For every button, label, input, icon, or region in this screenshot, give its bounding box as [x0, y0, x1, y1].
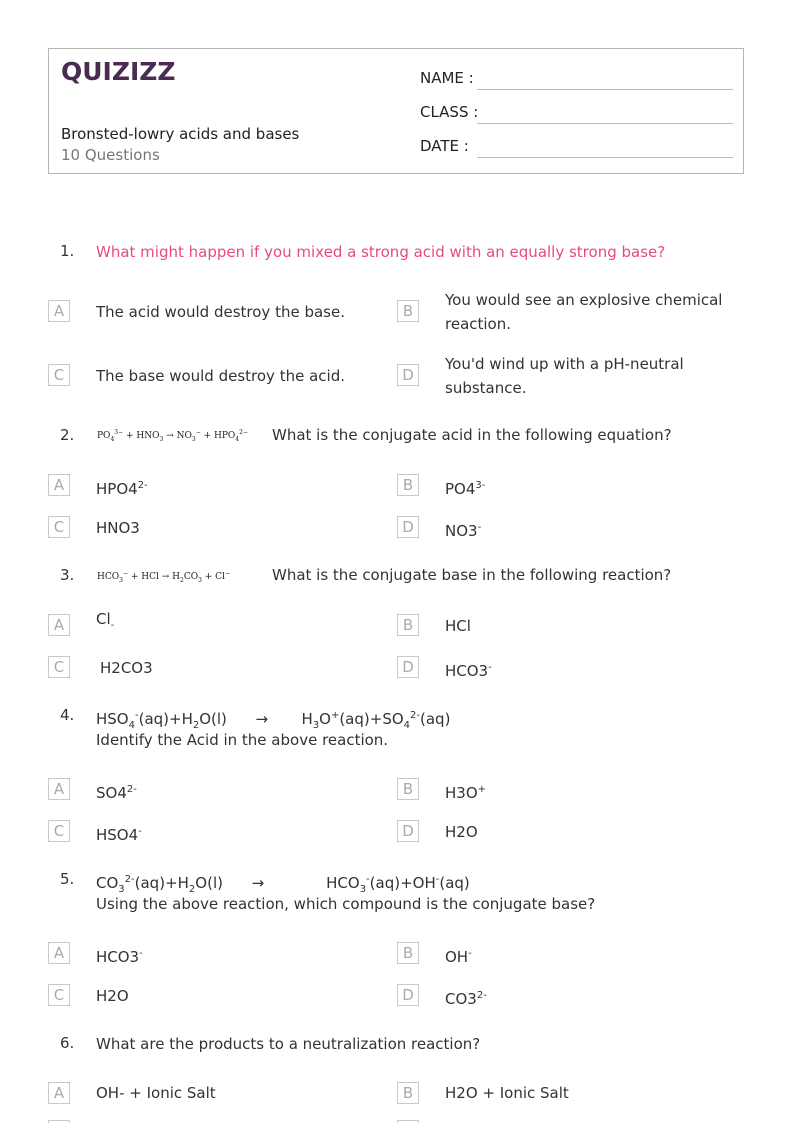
question-text: What are the products to a neutralization reaction?: [96, 1035, 481, 1053]
option-letter-a[interactable]: A: [48, 474, 70, 496]
name-field[interactable]: [477, 89, 733, 90]
option-text: H2O + Ionic Salt: [445, 1084, 569, 1102]
quizizz-logo: QUIZIZZ: [61, 57, 176, 86]
date-field[interactable]: [477, 157, 733, 158]
question-number: 2.: [60, 426, 75, 444]
equation-image: $PO_4^{3-} + HNO_3 \to NO_3^- + HPO_4^{2-}$: [97, 429, 248, 443]
question-text: Identify the Acid in the above reaction.: [96, 731, 389, 749]
option-letter-c[interactable]: C: [48, 656, 70, 678]
option-letter-b[interactable]: B: [397, 778, 419, 800]
question-number: 3.: [60, 566, 75, 584]
option-letter-d[interactable]: D: [397, 364, 419, 386]
option-text: You'd wind up with a pH-neutral substance.: [445, 355, 684, 397]
class-field[interactable]: [477, 123, 733, 124]
option-text: H2O: [96, 987, 129, 1005]
equation-image: $HCO_3^-$ + HCl → $H_2CO_3 + Cl^-$: [97, 570, 230, 584]
question-number: 5.: [60, 870, 75, 888]
option-letter-a[interactable]: A: [48, 1082, 70, 1104]
option-text: $HPO4^{2-}$: [96, 480, 148, 498]
date-label: DATE :: [420, 137, 469, 155]
option-letter-c[interactable]: C: [48, 516, 70, 538]
option-letter-b[interactable]: B: [397, 474, 419, 496]
option-letter-a[interactable]: A: [48, 614, 70, 636]
option-letter-d[interactable]: D: [397, 516, 419, 538]
option-text: $PO4^{3-}$: [445, 480, 486, 498]
class-label: CLASS :: [420, 103, 479, 121]
name-label: NAME :: [420, 69, 474, 87]
question-text: What is the conjugate base in the following reaction?: [272, 566, 672, 584]
option-letter-a[interactable]: A: [48, 942, 70, 964]
question-text: What might happen if you mixed a strong acid with an equally strong base?: [96, 243, 666, 261]
question-text: What is the conjugate acid in the following equation?: [272, 426, 672, 444]
option-text: H2O: [445, 823, 478, 841]
option-text: HSO4-: [96, 826, 142, 844]
option-text: OH- + Ionic Salt: [96, 1084, 216, 1102]
question-text: Using the above reaction, which compound is the conjugate base?: [96, 895, 596, 913]
option-letter-c[interactable]: C: [48, 984, 70, 1006]
option-text: H3O+: [445, 784, 487, 802]
option-text: HCl: [445, 617, 471, 635]
option-text: The base would destroy the acid.: [96, 367, 345, 385]
option-letter-b[interactable]: B: [397, 300, 419, 322]
option-text: $Cl_-$: [96, 610, 115, 631]
option-text: H2CO3: [100, 659, 153, 677]
question-number: 1.: [60, 242, 75, 260]
option-letter-d[interactable]: D: [397, 820, 419, 842]
option-letter-a[interactable]: A: [48, 778, 70, 800]
option-text: NO3-: [445, 522, 482, 540]
option-text: HCO3-: [96, 948, 143, 966]
option-letter-b[interactable]: B: [397, 942, 419, 964]
question-equation: $CO_3^{2-}(aq)+H_2O(l)$ → $HCO_3^-(aq)+OH^-(aq)$: [96, 874, 470, 895]
question-number: 6.: [60, 1034, 75, 1052]
option-letter-b[interactable]: B: [397, 614, 419, 636]
option-letter-b[interactable]: B: [397, 1082, 419, 1104]
option-letter-c[interactable]: C: [48, 364, 70, 386]
worksheet-title: Bronsted-lowry acids and bases: [61, 125, 300, 143]
option-letter-c[interactable]: C: [48, 820, 70, 842]
option-text: OH-: [445, 948, 472, 966]
option-letter-a[interactable]: A: [48, 300, 70, 322]
option-text: The acid would destroy the base.: [96, 303, 345, 321]
worksheet-header: [48, 48, 744, 174]
option-letter-d[interactable]: D: [397, 984, 419, 1006]
question-number: 4.: [60, 706, 75, 724]
option-text: $CO3^{2-}$: [445, 990, 487, 1008]
option-text: $SO4^{2-}$: [96, 784, 137, 802]
option-text: HCO3-: [445, 662, 492, 680]
option-letter-d[interactable]: D: [397, 656, 419, 678]
question-count: 10 Questions: [61, 146, 160, 164]
option-text: HNO3: [96, 519, 140, 537]
question-equation: $HSO_4^-(aq)+H_2O(l)$ → $H_3O^+(aq)+SO_4^{2-}(aq)$: [96, 710, 451, 731]
option-text: You would see an explosive chemical reaction.: [445, 291, 723, 333]
